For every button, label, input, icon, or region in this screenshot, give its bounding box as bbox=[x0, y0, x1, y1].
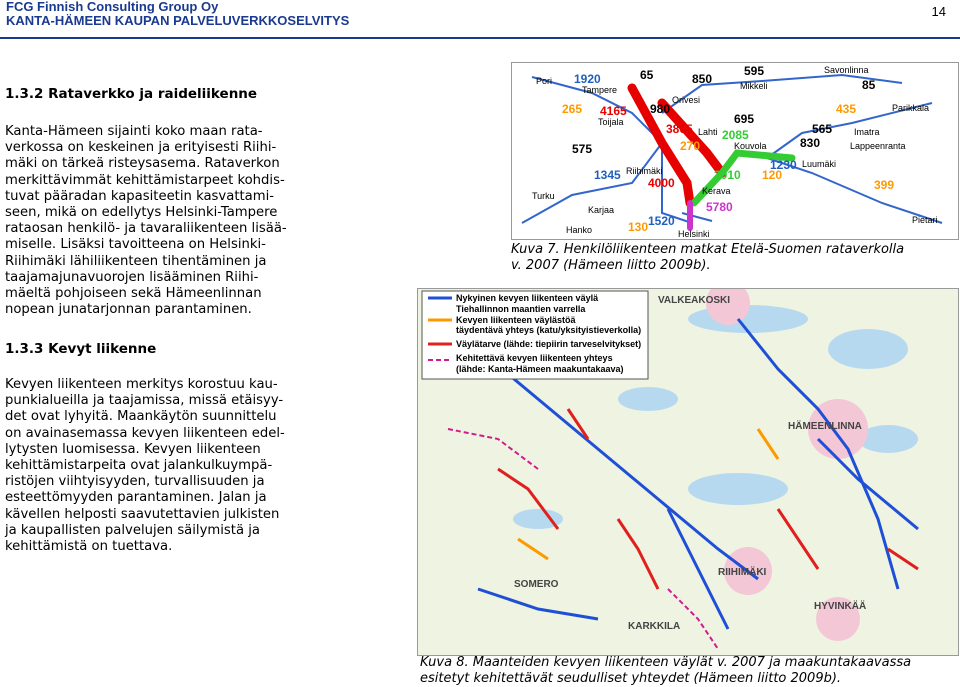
place-label: Hanko bbox=[566, 225, 593, 235]
rail-map-svg bbox=[512, 63, 958, 239]
section-heading-light-traffic: 1.3.3 Kevyt liikenne bbox=[5, 341, 157, 357]
place-label: Kerava bbox=[702, 186, 731, 196]
place-label: Toijala bbox=[598, 117, 624, 127]
legend-entry: Nykyinen kevyen liikenteen väylä bbox=[456, 293, 599, 303]
page-number: 14 bbox=[931, 4, 946, 19]
flow-label: 1230 bbox=[770, 158, 797, 172]
place-label: Helsinki bbox=[678, 229, 710, 239]
light-traffic-map-svg bbox=[418, 289, 958, 655]
legend-entry: Väylätarve (lähde: tiepiirin tarveselvitykset) bbox=[456, 339, 642, 349]
rail-traffic-map bbox=[511, 62, 959, 240]
town-label: HÄMEENLINNA bbox=[788, 421, 862, 432]
legend-entry: (lähde: Kanta-Hämeen maakuntakaava) bbox=[456, 364, 624, 374]
flow-label: 65 bbox=[640, 68, 654, 82]
legend-entry: täydentävä yhteys (katu/yksityistieverkolla) bbox=[456, 325, 642, 335]
legend-entry: Tiehallinnon maantien varrella bbox=[456, 304, 586, 314]
flow-label: 2010 bbox=[714, 168, 741, 182]
flow-label: 435 bbox=[836, 102, 857, 116]
flow-label: 4000 bbox=[648, 176, 675, 190]
place-label: Tampere bbox=[582, 85, 618, 95]
flow-label: 1920 bbox=[574, 72, 601, 86]
flow-label: 595 bbox=[744, 64, 765, 78]
place-label: Orivesi bbox=[672, 95, 701, 105]
flow-label: 265 bbox=[562, 102, 583, 116]
flow-label: 1520 bbox=[648, 214, 675, 228]
header-divider bbox=[0, 37, 960, 39]
figure8-caption: Kuva 8. Maanteiden kevyen liikenteen väylät v. 2007 ja maakuntakaavassa esitetyt kehitettävät seudulliset yhteydet (Hämeen liitto 2009b). bbox=[420, 655, 912, 686]
document-header bbox=[6, 0, 349, 28]
light-traffic-map bbox=[417, 288, 959, 656]
place-label: Riihimäki bbox=[626, 166, 663, 176]
flow-label: 565 bbox=[812, 122, 833, 136]
place-label: Karjaa bbox=[588, 205, 615, 215]
flow-label: 850 bbox=[692, 72, 713, 86]
place-label: Savonlinna bbox=[824, 65, 869, 75]
company-name: FCG Finnish Consulting Group Oy bbox=[6, 0, 219, 14]
place-label: Turku bbox=[532, 191, 555, 201]
place-label: Kouvola bbox=[734, 141, 767, 151]
place-label: Parikkala bbox=[892, 103, 930, 113]
town-label: RIIHIMÄKI bbox=[718, 567, 767, 578]
place-label: Imatra bbox=[854, 127, 880, 137]
flow-label: 2085 bbox=[722, 128, 749, 142]
place-label: Luumäki bbox=[802, 159, 837, 169]
place-label: Mikkeli bbox=[740, 81, 768, 91]
place-label: Lappeenranta bbox=[850, 141, 906, 151]
town-label: SOMERO bbox=[514, 579, 559, 590]
place-label: Pietari bbox=[912, 215, 938, 225]
flow-label: 1345 bbox=[594, 168, 621, 182]
flow-label: 85 bbox=[862, 78, 876, 92]
place-label: Pori bbox=[536, 76, 553, 86]
flow-label: 695 bbox=[734, 112, 755, 126]
figure7-caption: Kuva 7. Henkilöliikenteen matkat Etelä-Suomen rataverkolla v. 2007 (Hämeen liitto 2009b). bbox=[511, 242, 905, 273]
flow-label: 3805 bbox=[666, 122, 693, 136]
flow-label: 120 bbox=[762, 168, 783, 182]
flow-label: 5780 bbox=[706, 200, 733, 214]
flow-label: 4165 bbox=[600, 104, 627, 118]
section-heading-rail: 1.3.2 Rataverkko ja raideliikenne bbox=[5, 86, 258, 102]
legend-entry: Kevyen liikenteen väylästöä bbox=[456, 315, 576, 325]
flow-label: 270 bbox=[680, 139, 701, 153]
flow-label: 399 bbox=[874, 178, 895, 192]
place-label: Lahti bbox=[698, 127, 718, 137]
flow-label: 830 bbox=[800, 136, 821, 150]
town-label: KARKKILA bbox=[628, 621, 681, 632]
section-text-rail: Kanta-Hämeen sijainti koko maan rata- verkossa on keskeinen ja erityisesti Riihi- mäki on tärkeä risteysasema. Rataverkon merkittävimmät kehittämistarpeet kohdis- tuvat pääradan kapasiteetin kasvattami- seen, mikä on edellytys Helsinki-Tampere rataosan henkilö- ja tavaraliikenteen lisää- miselle. Lisäksi tavoitteena on Helsinki- Riihimäki lähiliikenteen tihentäminen ja taajamajunavuorojen lisääminen Riihi- mäeltä pohjoiseen sekä Hämeenlinnan nopean junatarjonnan parantaminen. bbox=[5, 124, 287, 318]
legend-entry: Kehitettävä kevyen liikenteen yhteys bbox=[456, 353, 613, 363]
section-text-light-traffic: Kevyen liikenteen merkitys korostuu kau- punkialueilla ja taajamissa, missä etäisyy- det ovat lyhyitä. Maankäytön suunnittelu on avainasemassa kevyen liikenteen edel- lytysten luomisessa. Kevyen liikenteen kehittämistarpeita ovat jalankulkuympä- ristöjen viihtyisyyden, turvallisuuden ja esteettömyyden parantaminen. Jalan ja kävellen helposti saavutettavien julkisten ja kaupallisten palvelujen säilymistä ja kehittämistä on tuettava. bbox=[5, 377, 285, 555]
flow-label: 575 bbox=[572, 142, 593, 156]
town-label: VALKEAKOSKI bbox=[658, 295, 731, 306]
flow-label: 980 bbox=[650, 102, 671, 116]
town-label: HYVINKÄÄ bbox=[814, 601, 867, 612]
report-title: KANTA-HÄMEEN KAUPAN PALVELUVERKKOSELVITYS bbox=[6, 13, 350, 28]
flow-label: 130 bbox=[628, 220, 649, 234]
